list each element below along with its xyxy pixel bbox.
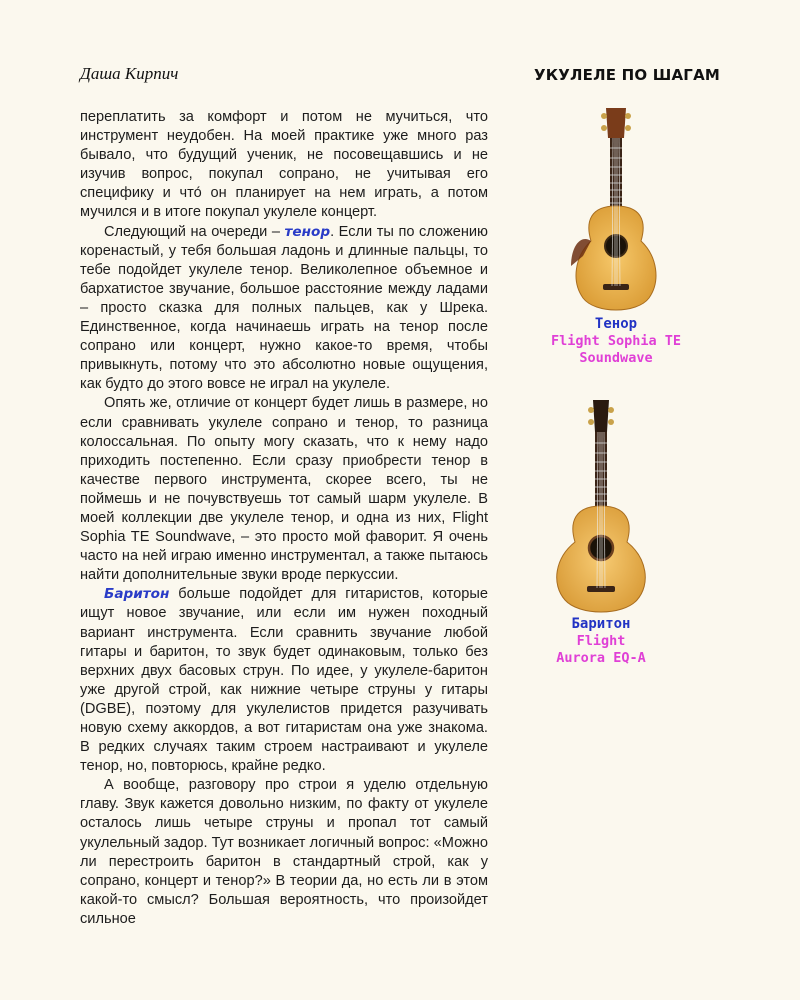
figure-baritone-model-line2: Aurora EQ-A [556, 650, 646, 666]
paragraph-text: переплатить за комфорт и потом не мучиться, что инструмент неудобен. На моей практике уже много раз бывало, что будущий ученик, не посовещавшись и не изучив вопрос, покупал сопрано, не учитывая его специфику и что́ он планирует на нем играть, а потом мучился и в итоге покупал укулеле концерт. [80, 109, 488, 221]
figure-tenor-model-line1: Flight Sophia TE [550, 333, 682, 349]
body-paragraph [80, 108, 488, 223]
paragraph-text: больше подойдет для гитаристов, которые ищут новое звучание, или если им нужен походный вариант инструмента. Если сравнить звучание любой гитары и баритон, то звук будет одинаковым, только без верхних двух басовых струн. По идее, у укулеле-баритон уже другой строй, как нижние четыре струны у гитары (DGBE), поэтому для укулелистов придется разучивать новую схему аккордов, а вот гитаристам она уже знакома. В редких случаях таким строем настраивают и укулеле тенор, но, повторюсь, крайне редко. [80, 586, 488, 775]
paragraph-text: Следующий на очереди – [104, 223, 285, 240]
highlighted-term: Баритон [104, 586, 170, 603]
header-author: Даша Кирпич [80, 64, 179, 83]
figure-baritone [525, 398, 677, 667]
paragraph-text: А вообще, разговору про строи я уделю отдельную главу. Звук кажется довольно низким, по факту от укулеле осталось лишь четыре струны и пропал тот самый укулельный задор. Тут возникает логичный вопрос: «Можно ли перестроить баритон в стандартный строй, как у сопрано, концерт и тенор?» В теории да, но есть ли в этом какой-то смысл? Большая вероятность, что произойдет сильное [80, 777, 488, 927]
body-text [80, 108, 488, 929]
body-paragraph [80, 394, 488, 585]
tenor-ukulele-image [561, 106, 671, 316]
body-paragraph [80, 223, 488, 395]
body-paragraph [80, 776, 488, 929]
figure-tenor-model-line2: Soundwave [579, 350, 653, 366]
baritone-ukulele-image [541, 398, 661, 616]
figure-tenor [540, 106, 692, 367]
figure-tenor-title: Тенор [594, 316, 638, 332]
body-paragraph [80, 585, 488, 776]
highlighted-term: тенор [284, 223, 331, 240]
figure-baritone-model-line1: Flight [576, 633, 626, 649]
figure-baritone-title: Баритон [571, 616, 631, 632]
header-title: УКУЛЕЛЕ ПО ШАГАМ [534, 66, 720, 84]
paragraph-text: . Если ты по сложению коренастый, у тебя большая ладонь и длинные пальцы, то тебе подойдет укулеле тенор. Великолепное объемное и бархатистое звучание, большое расстояние между ладами – просто сказка для полных пальцев, как у Шрека. Единственное, когда начинаешь играть на тенор после сопрано или концерт, нужно какое-то время, чтобы привыкнуть, потому что это абсолютно новые ощущения, как будто до этого вовсе не играл на укулеле. [80, 223, 488, 393]
paragraph-text: Опять же, отличие от концерт будет лишь в размере, но если сравнивать укулеле сопрано и тенор, то разница колоссальная. По опыту могу сказать, что к нему надо приходить постепенно. Если сразу приобрести тенор в качестве первого инструмента, скорее всего, ты не поймешь и не почувствуешь тот самый шарм укулеле. В моей коллекции две укулеле тенор, и одна из них, Flight Sophia TE Soundwave, – это просто мой фаворит. Я очень часто на ней играю именно инструментал, а также пытаюсь найти дополнительные звуки вроде перкуссии. [80, 395, 488, 584]
